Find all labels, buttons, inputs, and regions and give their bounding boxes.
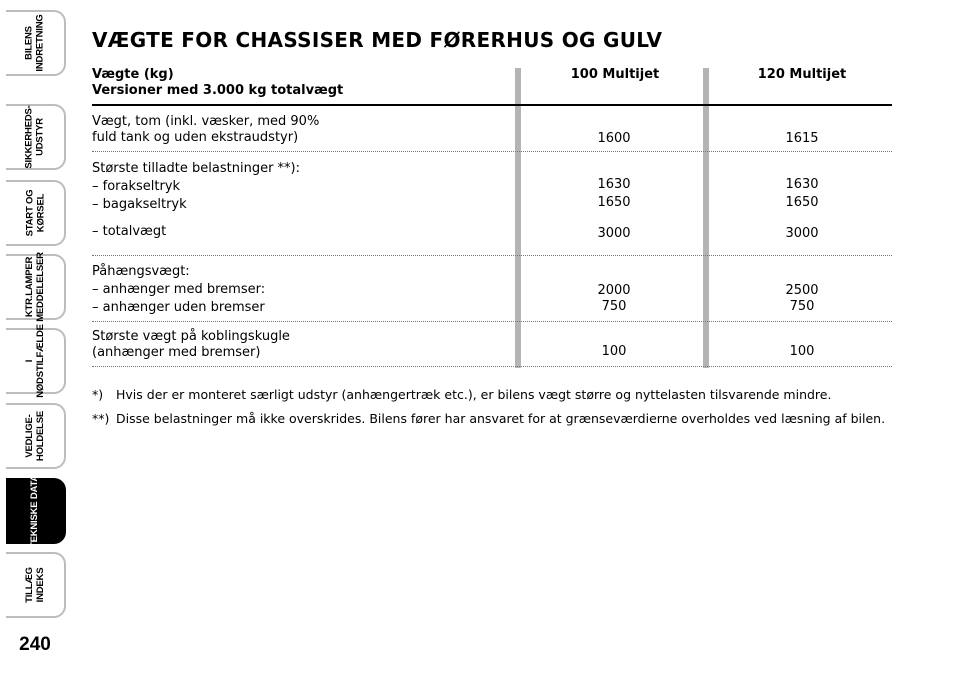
value-total-weight-120: 3000: [785, 226, 819, 241]
value-trailer-without-brakes-100: 750: [601, 299, 627, 314]
value-rear-axle-120: 1650: [785, 195, 819, 210]
chapter-tabs: [0, 0, 72, 677]
column-header-100-multijet: 100 Multijet: [570, 67, 660, 82]
tab-label: SIKKERHEDS- UDSTYR: [24, 105, 47, 169]
page-title: VÆGTE FOR CHASSISER MED FØRERHUS OG GULV: [92, 28, 663, 52]
row-label-rear-axle: – bagakseltryk: [92, 197, 187, 212]
row-label-trailer-without-brakes: – anhænger uden bremser: [92, 300, 265, 315]
tab-label: KTR.LAMPER MEDDELELSER: [24, 252, 46, 322]
row-label-trailer-with-brakes: – anhænger med bremser:: [92, 282, 266, 297]
value-trailer-with-brakes-100: 2000: [597, 283, 631, 298]
page-number: 240: [19, 634, 51, 655]
footnote-2: [92, 411, 885, 427]
label-line: fuld tank og uden ekstraudstyr): [92, 130, 299, 145]
tab-label: TILLÆG INDEKS: [24, 567, 46, 603]
tab-label: START OG KØRSEL: [24, 189, 46, 237]
column-divider: [703, 68, 709, 368]
footnote-text: Disse belastninger må ikke overskrides. Bilens fører har ansvaret for at grænseværdierne overholdes ved læsning af bilen.: [116, 411, 886, 426]
tab-sikkerhedsudstyr[interactable]: [6, 104, 66, 170]
footnote-1: [92, 387, 831, 403]
row-separator: [92, 151, 892, 152]
row-label-tow-ball: [92, 329, 290, 361]
row-separator: [92, 255, 892, 256]
header-units: Vægte (kg): [92, 67, 174, 82]
row-label-total-weight: – totalvægt: [92, 224, 167, 239]
tab-tillaeg-indeks[interactable]: [6, 552, 66, 618]
column-header-120-multijet: 120 Multijet: [757, 67, 847, 82]
value-tow-ball-100: 100: [601, 344, 627, 359]
value-empty-weight-120: 1615: [785, 131, 819, 146]
row-separator: [92, 321, 892, 322]
tab-label: TEKNISKE DATA: [29, 474, 41, 548]
tab-nodstilfaelde[interactable]: [6, 324, 66, 398]
column-divider: [515, 68, 521, 368]
row-label-trailer-weight: Påhængsvægt:: [92, 264, 190, 279]
value-total-weight-100: 3000: [597, 226, 631, 241]
value-front-axle-100: 1630: [597, 177, 631, 192]
tab-label: I NØDSTILFÆLDE: [24, 324, 47, 398]
row-label-front-axle: – forakseltryk: [92, 179, 181, 194]
tab-ktr-lamper[interactable]: [6, 254, 66, 320]
table-header-label: [92, 67, 343, 99]
label-line: Vægt, tom (inkl. væsker, med 90%: [92, 114, 320, 129]
footnote-mark: **): [92, 411, 110, 426]
label-line: (anhænger med bremser): [92, 345, 261, 360]
tab-tekniske-data[interactable]: [6, 474, 66, 548]
row-label-max-loads: Største tilladte belastninger **):: [92, 161, 300, 176]
value-empty-weight-100: 1600: [597, 131, 631, 146]
value-trailer-without-brakes-120: 750: [789, 299, 815, 314]
row-label-empty-weight: [92, 114, 319, 146]
header-rule: [92, 104, 892, 106]
footnote-text: Hvis der er monteret særligt udstyr (anhængertræk etc.), er bilens vægt større og nyttelasten tilsvarende mindre.: [116, 387, 832, 402]
tab-start-og-korsel[interactable]: [6, 180, 66, 246]
value-trailer-with-brakes-120: 2500: [785, 283, 819, 298]
footnote-mark: *): [92, 387, 104, 402]
tab-label: VEDLIGE- HOLDELSE: [23, 410, 46, 462]
tab-label: BILENS INDRETNING: [24, 14, 46, 72]
row-separator: [92, 366, 892, 367]
header-versions: Versioner med 3.000 kg totalvægt: [92, 83, 344, 98]
tab-vedligeholdelse[interactable]: [6, 403, 66, 469]
value-rear-axle-100: 1650: [597, 195, 631, 210]
label-line: Største vægt på koblingskugle: [92, 329, 290, 344]
tab-bilens-indretning[interactable]: [6, 10, 66, 76]
value-front-axle-120: 1630: [785, 177, 819, 192]
value-tow-ball-120: 100: [789, 344, 815, 359]
